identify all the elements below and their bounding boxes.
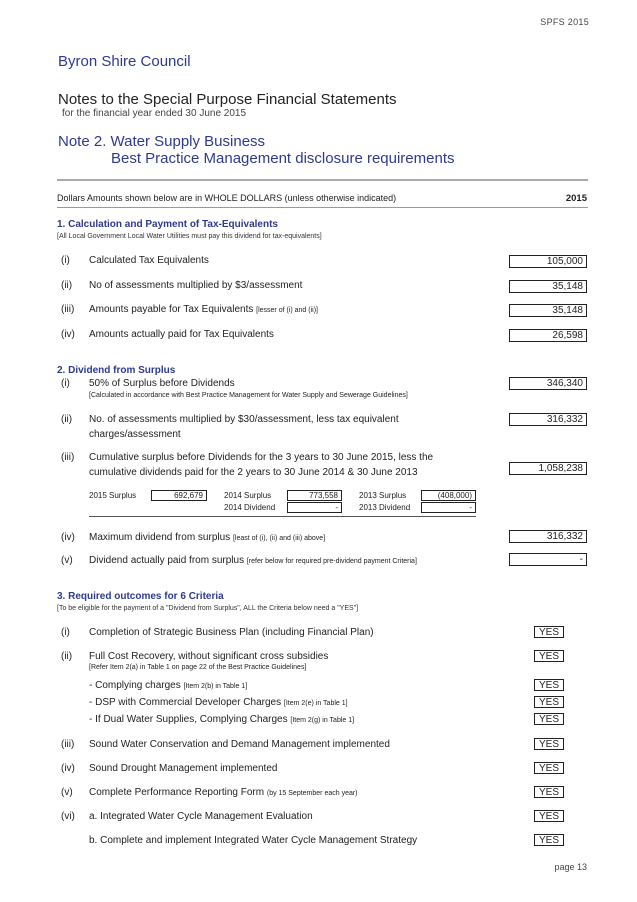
yes-box: YES <box>534 696 564 708</box>
row-number: (i) <box>61 378 70 389</box>
row-note: [Refer Item 2(a) in Table 1 on page 22 of the Best Practice Guidelines] <box>89 664 307 671</box>
row-number: (i) <box>61 255 70 266</box>
row-number: (i) <box>61 627 70 638</box>
row-label-line: charges/assessment <box>89 429 181 440</box>
row-label <box>89 412 399 442</box>
divider <box>57 179 588 181</box>
council-name: Byron Shire Council <box>58 53 191 70</box>
surplus-table-rule <box>89 516 476 517</box>
row-note: [Item 2(e) in Table 1] <box>283 700 348 707</box>
row-note: [Item 2(b) in Table 1] <box>183 683 248 690</box>
row-note: [least of (i), (ii) and (iii) above] <box>232 535 326 542</box>
row-number: (iv) <box>61 329 75 340</box>
row-number: (iii) <box>61 739 75 750</box>
row-number: (ii) <box>61 651 73 662</box>
section-2-title: 2. Dividend from Surplus <box>57 365 176 376</box>
yes-box: YES <box>534 762 564 774</box>
surplus-2015-value: 692,679 <box>151 490 207 501</box>
row-label-line: No. of assessments multiplied by $30/assessment, less tax equivalent <box>89 414 399 425</box>
row-number: (ii) <box>61 414 73 425</box>
row-note: [Item 2(g) in Table 1] <box>290 717 355 724</box>
yes-box: YES <box>534 786 564 798</box>
row-number: (iv) <box>61 532 75 543</box>
value-box: 105,000 <box>509 255 587 268</box>
row-label <box>89 678 247 694</box>
dividend-2013-value: - <box>421 502 476 513</box>
row-label-text: Amounts payable for Tax Equivalents <box>89 304 254 315</box>
row-label-text: - DSP with Commercial Developer Charges <box>89 697 282 708</box>
yes-box: YES <box>534 834 564 846</box>
row-label-text: - Complying charges <box>89 680 181 691</box>
row-number: (iii) <box>61 304 75 315</box>
value-box: 346,340 <box>509 377 587 390</box>
dividend-2013-label: 2013 Dividend <box>359 503 411 512</box>
value-box: 1,058,238 <box>509 462 587 475</box>
row-label <box>89 302 318 318</box>
row-number: (vi) <box>61 811 75 822</box>
row-note: [lesser of (i) and (ii)] <box>256 307 318 314</box>
row-label: Sound Drought Management implemented <box>89 763 278 774</box>
yes-box: YES <box>534 738 564 750</box>
row-label <box>89 712 354 728</box>
year-header: 2015 <box>565 193 587 204</box>
row-label: 50% of Surplus before Dividends <box>89 378 235 389</box>
dollars-note: Dollars Amounts shown below are in WHOLE DOLLARS (unless otherwise indicated) <box>57 193 397 203</box>
row-note: [refer below for required pre-dividend payment Criteria] <box>246 558 417 565</box>
row-label: a. Integrated Water Cycle Management Evaluation <box>89 811 313 822</box>
row-label: Full Cost Recovery, without significant cross subsidies <box>89 651 329 662</box>
row-label: Calculated Tax Equivalents <box>89 255 209 266</box>
row-number: (iii) <box>61 452 75 463</box>
value-box: 26,598 <box>509 329 587 342</box>
value-box: 316,332 <box>509 530 587 543</box>
document-code: SPFS 2015 <box>540 17 589 27</box>
surplus-2013-label: 2013 Surplus <box>359 491 407 500</box>
row-label-line: cumulative dividends paid for the 2 years to 30 June 2014 & 30 June 2013 <box>89 467 418 478</box>
surplus-2015-label: 2015 Surplus <box>89 491 137 500</box>
section-3-subtitle: [To be eligible for the payment of a "Dividend from Surplus", ALL the Criteria below need a "YES"] <box>57 605 359 612</box>
row-label <box>89 785 358 801</box>
yes-box: YES <box>534 626 564 638</box>
row-label: Sound Water Conservation and Demand Management implemented <box>89 739 390 750</box>
value-box: 35,148 <box>509 304 587 317</box>
surplus-2014-value: 773,558 <box>287 490 342 501</box>
row-label-text: Complete Performance Reporting Form <box>89 787 265 798</box>
row-label <box>89 553 417 569</box>
section-1-title: 1. Calculation and Payment of Tax-Equivalents <box>57 219 278 230</box>
yes-box: YES <box>534 713 564 725</box>
row-label-text: Maximum dividend from surplus <box>89 532 231 543</box>
row-label: Completion of Strategic Business Plan (including Financial Plan) <box>89 627 374 638</box>
note-title: Note 2. Water Supply Business <box>58 133 266 150</box>
row-note: (by 15 September each year) <box>266 790 358 797</box>
notes-title: Notes to the Special Purpose Financial Statements <box>58 91 397 108</box>
row-label: No of assessments multiplied by $3/assessment <box>89 280 303 291</box>
row-label: Amounts actually paid for Tax Equivalents <box>89 329 274 340</box>
yes-box: YES <box>534 679 564 691</box>
row-label <box>89 695 348 711</box>
row-label <box>89 530 325 546</box>
yes-box: YES <box>534 810 564 822</box>
value-box: 35,148 <box>509 280 587 293</box>
row-label: b. Complete and implement Integrated Water Cycle Management Strategy <box>89 835 418 846</box>
value-box: - <box>509 553 587 566</box>
section-1-subtitle: [All Local Government Local Water Utilities must pay this dividend for tax-equivalents] <box>57 233 322 240</box>
row-label <box>89 450 433 480</box>
row-number: (ii) <box>61 280 73 291</box>
surplus-2014-label: 2014 Surplus <box>224 491 272 500</box>
yes-box: YES <box>534 650 564 662</box>
surplus-2013-value: (408,000) <box>421 490 476 501</box>
row-number: (v) <box>61 555 73 566</box>
row-note: [Calculated in accordance with Best Practice Management for Water Supply and Sewerage Guidelines] <box>89 392 408 399</box>
page-number: page 13 <box>554 862 587 872</box>
notes-subtitle: for the financial year ended 30 June 2015 <box>62 108 247 119</box>
value-box: 316,332 <box>509 413 587 426</box>
row-number: (iv) <box>61 763 75 774</box>
note-subtitle: Best Practice Management disclosure requirements <box>111 150 455 167</box>
row-number: (v) <box>61 787 73 798</box>
dividend-2014-label: 2014 Dividend <box>224 503 276 512</box>
dividend-2014-value: - <box>287 502 342 513</box>
row-label-text: Dividend actually paid from surplus <box>89 555 245 566</box>
divider <box>57 207 588 208</box>
row-label-text: - If Dual Water Supplies, Complying Charges <box>89 714 288 725</box>
section-3-title: 3. Required outcomes for 6 Criteria <box>57 591 224 602</box>
row-label-line: Cumulative surplus before Dividends for the 3 years to 30 June 2015, less the <box>89 452 434 463</box>
